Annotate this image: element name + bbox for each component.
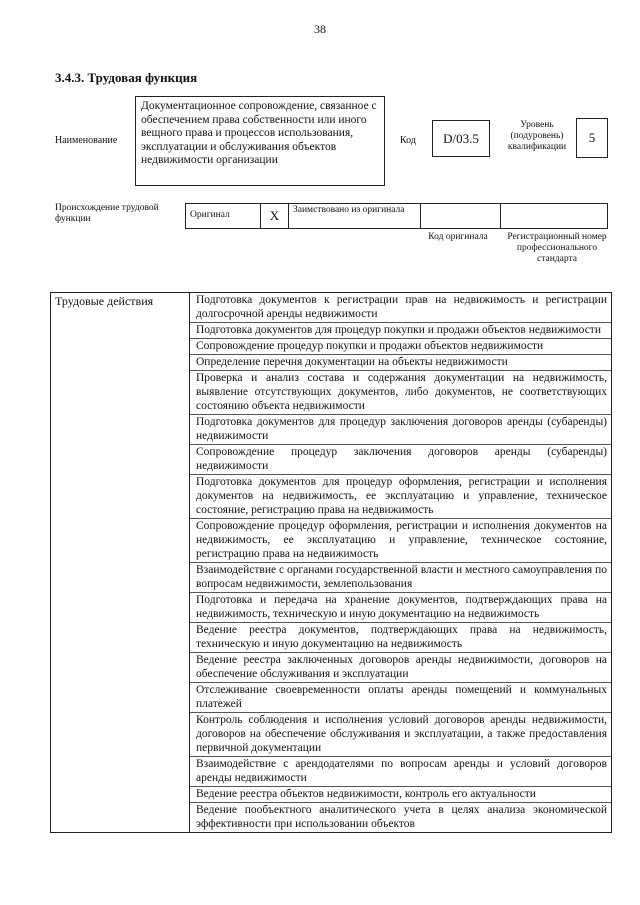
reg-number-cell <box>500 203 608 229</box>
qualification-level-box: 5 <box>576 118 608 158</box>
page-number: 38 <box>314 22 326 36</box>
labor-action-item: Ведение пообъектного аналитического учета в целях анализа экономической эффективности при использовании объектов <box>196 804 607 830</box>
labor-action-item: Подготовка документов для процедур оформления, регистрации и исполнения документов на недвижимость, ее эксплуатацию и управление, техническое состояние, регистрацию права на недвижимость <box>190 475 611 519</box>
labor-action-item: Отслеживание своевременности оплаты аренды помещений и коммунальных платежей <box>190 683 611 713</box>
original-code-caption: Код оригинала <box>428 232 488 242</box>
labor-action-item: Сопровождение процедур оформления, регистрации и исполнения документов на недвижимость, ее эксплуатацию и управление, техническое состояние, регистрацию права на недвижимость <box>190 519 611 563</box>
borrowed-cell: Заимствовано из оригинала <box>288 203 420 229</box>
labor-action-item: Контроль соблюдения и исполнения условий договоров аренды недвижимости, договоров на обеспечение обслуживания и эксплуатации, а также предоставления первичной документации <box>190 713 611 757</box>
labor-actions-heading: Трудовые действия <box>51 293 190 833</box>
labor-action-item: Сопровождение процедур покупки и продажи объектов недвижимости <box>190 339 611 355</box>
labor-action-item: Проверка и анализ состава и содержания документации на недвижимость, выявление отсутствующих документов, либо документов, не соответствующих состоянию объекта недвижимости <box>190 371 611 415</box>
labor-action-item: Ведение реестра документов, подтверждающих права на недвижимость, техническую и иную документацию на недвижимость <box>190 623 611 653</box>
qualification-level-label: Уровень (подуровень) квалификации <box>507 120 567 152</box>
labor-action-item: Подготовка документов для процедур заключения договоров аренды (субаренды) недвижимости <box>190 415 611 445</box>
code-label: Код <box>400 135 416 146</box>
function-name-box: Документационное сопровождение, связанное с обеспечением права собственности или иного вещного права и процессов использования, эксплуатации и обслуживания объектов недвижимости организации <box>135 96 385 186</box>
labor-actions-table <box>50 292 612 833</box>
name-label: Наименование <box>55 135 118 146</box>
section-title: 3.4.3. Трудовая функция <box>55 70 198 85</box>
labor-action-item: Подготовка документов к регистрации прав на недвижимость и регистрации долгосрочной аренды недвижимости <box>190 293 611 323</box>
labor-action-item: Ведение реестра объектов недвижимости, контроль его актуальности <box>190 787 611 803</box>
labor-action-item: Подготовка документов для процедур покупки и продажи объектов недвижимости <box>190 323 611 339</box>
labor-actions-list <box>190 293 612 833</box>
function-code-box: D/03.5 <box>432 120 490 157</box>
labor-action-item: Подготовка и передача на хранение документов, подтверждающих права на недвижимость, техническую и иную документацию на недвижимость <box>190 593 611 623</box>
original-mark: X <box>260 203 288 229</box>
labor-action-item: Взаимодействие с органами государственной власти и местного самоуправления по вопросам недвижимости, землепользования <box>190 563 611 593</box>
origin-label: Происхождение трудовой функции <box>55 203 159 224</box>
labor-action-item: Ведение реестра заключенных договоров аренды недвижимости, договоров на обеспечение обслуживания и эксплуатации <box>190 653 611 683</box>
labor-action-item: Взаимодействие с арендодателями по вопросам аренды и условий договоров аренды недвижимости <box>190 757 611 787</box>
reg-number-caption: Регистрационный номер профессионального стандарта <box>507 232 607 264</box>
labor-action-item: Сопровождение процедур заключения договоров аренды (субаренды) недвижимости <box>190 445 611 475</box>
original-code-cell <box>420 203 500 229</box>
labor-action-item: Определение перечня документации на объекты недвижимости <box>190 355 611 371</box>
original-cell: Оригинал <box>185 203 260 229</box>
